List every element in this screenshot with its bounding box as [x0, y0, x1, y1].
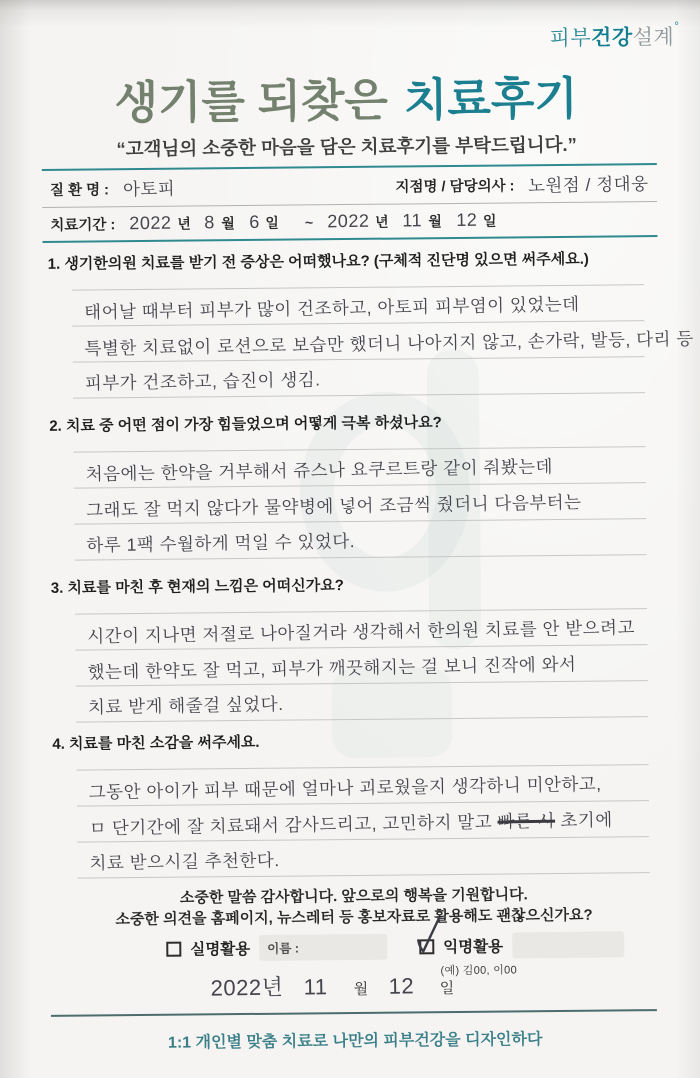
thanks-message	[4, 883, 700, 932]
thanks-line-2: 소중한 의견을 홈페이지, 뉴스레터 등 홍보자료로 활용해도 괜찮으신가요?	[115, 906, 593, 929]
year-suffix-end: 년	[375, 213, 389, 230]
answer-line	[72, 285, 644, 326]
branch-doctor-group	[395, 171, 649, 198]
date-day-label: 일	[439, 980, 455, 998]
handwritten-text	[89, 807, 613, 841]
handwritten-text: 시간이 지나면 저절로 나아질거라 생각해서 한의원 치료를 안 받으려고	[87, 617, 636, 647]
signature-date	[0, 967, 683, 1005]
treatment-period-label: 치료기간 :	[50, 217, 116, 234]
footer-tagline: 1:1 개인별 맞춤 치료로 나만의 피부건강을 디자인하다	[167, 1031, 543, 1052]
question-4-label: 4. 치료를 마친 소감을 써주세요.	[52, 733, 260, 753]
info-row-disease	[42, 165, 657, 208]
real-name-option	[166, 934, 387, 962]
month-suffix: 월	[221, 214, 235, 231]
logo-part-health: 건강	[590, 26, 633, 50]
anonymous-field	[512, 931, 624, 958]
title-muted-part: 생기를 되찾은	[114, 74, 389, 129]
date-day: 12	[387, 973, 414, 999]
answer-line	[73, 357, 645, 398]
clinic-logo	[549, 19, 679, 52]
question-3-label: 3. 치료를 마친 후 현재의 느낌은 어떠신가요?	[50, 577, 344, 597]
answer-area-1	[72, 284, 694, 398]
handwritten-segment: 초기에	[554, 809, 613, 831]
thanks-line-1: 소중한 말씀 감사합니다. 앞으로의 행복을 기원합니다.	[179, 886, 528, 907]
question-block-3	[51, 571, 658, 723]
period-end-month: 11	[402, 210, 423, 231]
period-start-day: 6	[248, 211, 260, 232]
example-note: (예) 김00, 이00	[440, 964, 518, 978]
day-suffix: 일	[265, 214, 279, 231]
disease-name-value: 아토피	[122, 177, 176, 199]
name-field-label: 이름 :	[267, 941, 300, 956]
month-suffix-end: 월	[428, 212, 442, 229]
period-tilde: ~	[304, 213, 314, 230]
handwritten-text: 그동안 아이가 피부 때문에 얼마나 괴로웠을지 생각하니 미안하고,	[88, 773, 602, 803]
question-block-2	[49, 409, 656, 561]
real-name-label: 실명활용	[190, 940, 251, 959]
handwritten-text: 치료 받으시길 추천한다.	[89, 850, 280, 874]
handwritten-text: 그래도 잘 먹지 않다가 물약병에 넣어 조금씩 줬더니 다음부터는	[85, 492, 582, 521]
branch-doctor-label: 지점명 / 담당의사 :	[395, 177, 515, 196]
answer-line	[77, 765, 649, 806]
handwritten-text: 하루 1팩 수월하게 먹일 수 있었다.	[86, 531, 356, 556]
handwritten-segment: ㅁ 단기간에 잘 치료돼서 감사드리고, 고민하지 말고	[88, 811, 498, 839]
handwritten-text: 특별한 치료없이 로션으로 보습만 했더니 나아지지 않고, 손가락, 발등, 다리 등	[84, 328, 694, 359]
date-year: 2022년	[210, 974, 285, 1001]
period-start-month: 8	[204, 212, 216, 233]
answer-area-2	[74, 446, 647, 560]
footer-divider	[51, 1009, 657, 1017]
answer-line	[74, 483, 646, 524]
answer-line	[74, 519, 646, 560]
question-1-label: 1. 생기한의원 치료를 받기 전 증상은 어떠했나요? (구체적 진단명 있으면 써주세요.)	[47, 250, 589, 273]
answer-line	[74, 447, 646, 488]
anonymous-option	[419, 931, 624, 959]
handwritten-text: 치료 받게 해줄걸 싶었다.	[87, 693, 284, 718]
handwritten-check-icon	[412, 912, 446, 956]
question-2-label: 2. 치료 중 어떤 점이 가장 힘들었으며 어떻게 극복 하셨나요?	[49, 414, 442, 435]
answer-area-3	[75, 608, 648, 722]
answer-line	[76, 681, 648, 722]
info-row-period	[42, 202, 657, 241]
branch-doctor-value: 노원점 / 정대웅	[528, 173, 650, 196]
logo-part-design: 설계	[632, 25, 675, 50]
date-month: 11	[303, 974, 328, 1000]
subtitle: “고객님의 소중한 마음을 담은 치료후기를 부탁드립니다.”	[116, 133, 577, 160]
handwritten-text: 했는데 한약도 잘 먹고, 피부가 깨끗해지는 걸 보니 진작에 와서	[87, 654, 577, 683]
title-accent-part: 치료후기	[403, 72, 579, 126]
date-month-label: 월	[353, 980, 369, 998]
patient-info-table	[42, 163, 658, 243]
answer-line	[77, 837, 649, 878]
disease-name-label: 질 환 명 :	[49, 181, 110, 199]
struck-out-text: 빠른 시	[497, 810, 556, 832]
period-end-day: 12	[455, 209, 478, 231]
page-title	[0, 61, 696, 133]
year-suffix: 년	[177, 215, 191, 232]
period-end-year: 2022	[326, 210, 370, 232]
question-block-4	[52, 727, 659, 879]
answer-line	[77, 801, 649, 842]
logo-part-skin: 피부	[549, 26, 592, 51]
consent-options	[166, 931, 624, 961]
anonymous-label: 익명활용	[443, 938, 504, 957]
period-start-year: 2022	[129, 212, 172, 234]
name-field	[259, 934, 387, 961]
handwritten-text: 처음에는 한약을 거부해서 쥬스나 요쿠르트랑 같이 줘봤는데	[85, 456, 554, 485]
day-suffix-end: 일	[482, 212, 497, 229]
handwritten-text: 피부가 건조하고, 습진이 생김.	[84, 369, 321, 394]
handwritten-text: 태어날 때부터 피부가 많이 건조하고, 아토피 피부염이 있었는데	[84, 294, 580, 323]
answer-line	[75, 609, 647, 650]
answer-area-4	[77, 764, 650, 878]
real-name-checkbox	[166, 941, 181, 956]
logo-degree-mark: °	[674, 18, 680, 33]
answer-line	[75, 645, 647, 686]
answer-line	[72, 321, 694, 362]
question-block-1	[47, 247, 694, 399]
